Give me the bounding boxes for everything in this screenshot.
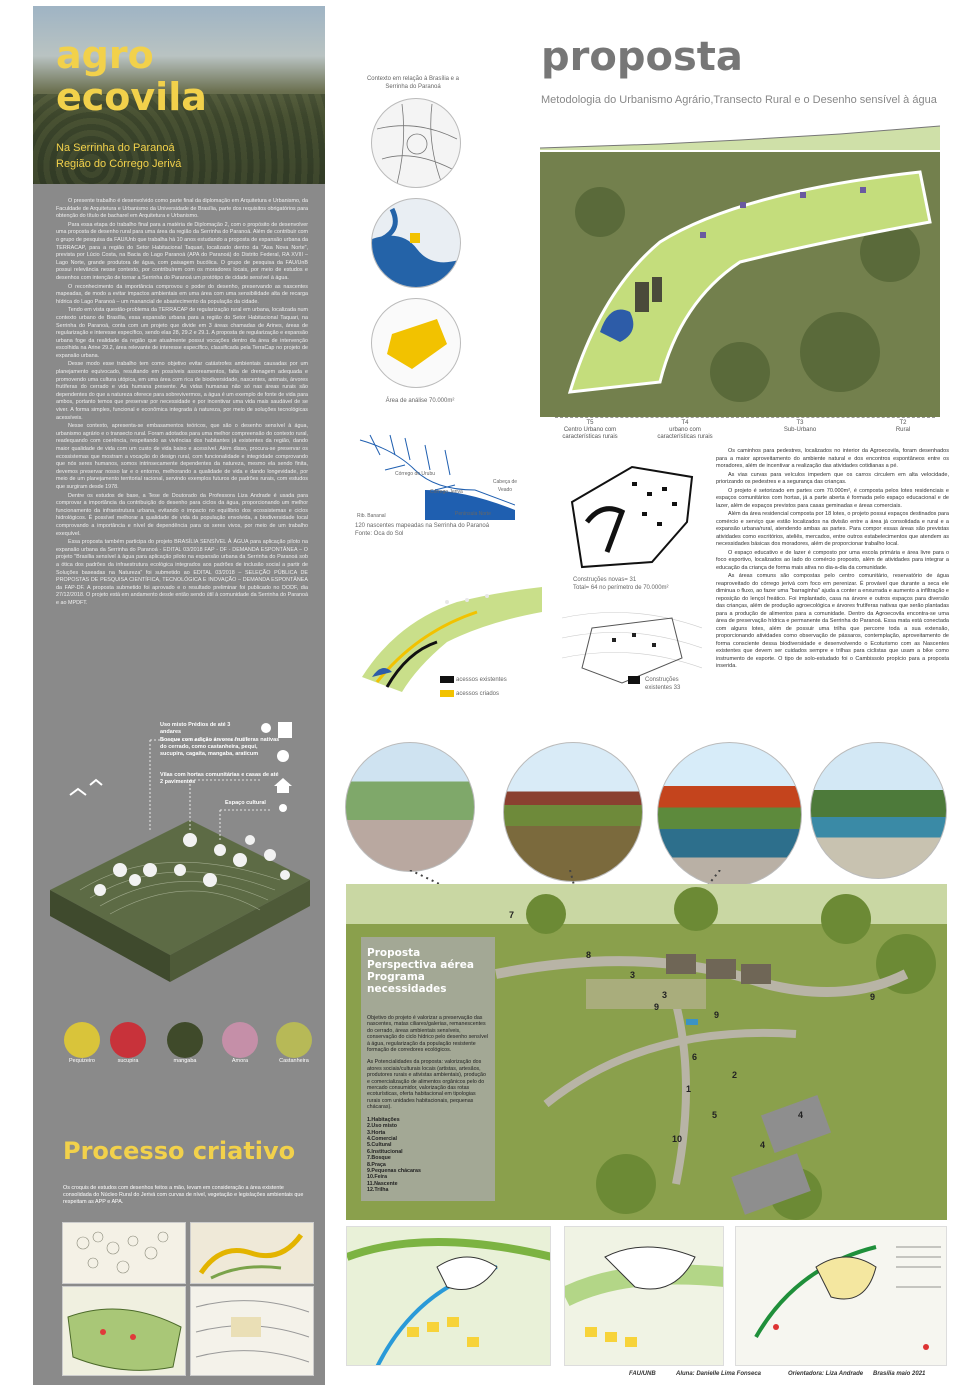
new-constructions-map (562, 462, 702, 572)
tree-mangaba-label: mangaba (173, 1058, 197, 1064)
tree-sucupira-icon (110, 1022, 146, 1058)
legend-created-label: acessos criados (456, 691, 500, 697)
render-walkway (345, 742, 475, 872)
area-caption: Área de análise 70.000m² (385, 398, 455, 404)
program-panel (361, 937, 495, 1201)
transect-t3: T3 Sub-Urbano (783, 420, 817, 433)
sketch-4 (190, 1286, 314, 1376)
render-pool (810, 742, 947, 879)
sketch-3 (62, 1286, 186, 1376)
program-list: 1.Habitações 2.Uso misto 3.Horta 4.Comercial 5.Cultural 6.Institucional 7.Bosque 8.Praça 9.Pequenas chácaras 10.Feira 11.Nascente 12.Trilha (367, 1116, 421, 1194)
water-label-peninsula: Península Norte (455, 511, 491, 517)
tree-castanheira-label: Castanheira (279, 1058, 309, 1064)
tree-amora-icon (222, 1022, 258, 1058)
site-aerial-map (540, 152, 940, 417)
water-label-bananal: Rib. Bananal (357, 513, 386, 519)
aerial-label: 4 (760, 1140, 766, 1150)
tree-sucupira (104, 1022, 152, 1064)
transect-t5: T5 Centro Urbano com características rurais (562, 420, 618, 440)
footer-date: Brasília maio 2021 (873, 1371, 926, 1377)
tree-sucupira-label: sucupira (117, 1058, 139, 1064)
aerial-label: 9 (714, 1010, 720, 1020)
program-potentials: As Potencialidades da proposta: valorização dos atores sociais/culturais locais (artistas, artesãos, produtores rurais e ativistas ambientais), produção e comercialização de alimentos orgânicos pelo do mercado consumidor, valorização das rotas ecoturísticas, oferta habitacional em tipologias rurais com unidades habitacionais, pequenas chácaras). (367, 1059, 486, 1111)
label-villas: Vilas com hortas comunitárias e casas de até 2 pavimentos (160, 772, 279, 785)
sketch-plan-1 (346, 1226, 551, 1366)
aerial-label: 7 (509, 910, 515, 920)
aerial-label: 3 (630, 970, 636, 980)
proposta-title: proposta (541, 34, 743, 80)
tree-castanheira-icon (276, 1022, 312, 1058)
aerial-label: 10 (672, 1134, 683, 1144)
sketch-2 (190, 1222, 314, 1284)
aerial-label: 1 (686, 1084, 692, 1094)
processo-title: Processo criativo (63, 1137, 296, 1165)
sketch-plan-3 (735, 1226, 947, 1366)
label-forest: Bosque com adição árvores frutíferas nativas do cerrado, como castanheira, pequi, sucupira, cagaita, mangaba, araticum (160, 737, 280, 757)
context-map-paranoa (371, 198, 461, 288)
processo-text: Os croquis de estudos com desenhos feitos a mão, levam em consideração a área existente consolidada do Núcleo Rural do Jerivá com curvas de nível, vegetação e legislações ambientais que respeitam as APP e APA. (63, 1185, 304, 1205)
footer-advisor: Orientadora: Liza Andrade (788, 1371, 864, 1377)
water-label-cabeca: Cabeça de Veado (492, 479, 518, 493)
program-panel-title: Proposta Perspectiva aérea Programa necessidades (367, 947, 474, 995)
legend-existing-label: acessos existentes (456, 677, 507, 683)
page-subtitle: Na Serrinha do Paranoá Região do Córrego Jerivá (56, 142, 182, 170)
water-label-urubu: Córrego do Urubu (395, 471, 436, 477)
footer-student: Aluna: Danielle Lima Fonseca (676, 1371, 762, 1377)
tree-castanheira (270, 1022, 318, 1064)
aerial-label: 3 (662, 990, 668, 1000)
aerial-label: 9 (870, 992, 876, 1002)
proposta-subtitle: Metodologia do Urbanismo Agrário,Transecto Rural e o Desenho sensível à água (541, 94, 937, 106)
tree-mangaba-icon (167, 1022, 203, 1058)
terrain-profile (540, 120, 940, 150)
context-area-analysis (371, 298, 461, 388)
render-gardens (503, 742, 643, 882)
aerial-label: 9 (654, 1002, 660, 1012)
tree-amora-label: Amora (231, 1058, 249, 1064)
page-title: agro ecovila (56, 33, 207, 119)
tree-species-legend (58, 1022, 318, 1077)
sketch-plan-2 (564, 1226, 724, 1366)
transect-line (555, 417, 935, 419)
program-objective: Objetivo do projeto é valorizar a preservação das nascentes, matas ciliares/galerias, remanescentes do cerrado, áreas ambientais sensíveis, conservação do ciclo hídrico pelo desenho sensível à água, regularização da população resistente formação de corredores ecológicos. (367, 1015, 489, 1054)
water-label-jeriva: Córrego Jerivá (430, 489, 463, 495)
aerial-label: 8 (586, 950, 592, 960)
existing-constructions-caption: Construções existentes 33 (645, 677, 681, 691)
isometric-model (40, 720, 320, 1020)
legend-created-swatch (440, 690, 454, 697)
tree-amora (216, 1022, 264, 1064)
sketch-1 (62, 1222, 186, 1284)
aerial-label: 5 (712, 1110, 718, 1120)
tree-pequizeiro-icon (64, 1022, 100, 1058)
intro-text: O presente trabalho é desenvolvido como parte final da diplomação em Arquitetura e Urbanismo, da Faculdade de Arquitetura e Urbanismo da Universidade de Brasília, parte dos requisitos obrigatórios para obtenção do título de bacharel em Arquitetura e Urbanismo. Para essa etapa do trabalho final para a matéria de Diplomação 2, com o propósito de desenvolver uma proposta de desenho rural para uma área da região da Serrinha do Paranoá. Além de contribuir com o grupo de pesquisa da FAU/Unb que trabalha há 10 anos estudando a proposta de expansão urbana da TERRACAP, para a região do Setor Habitacional Taquari, localizado dentro da "Asa Nova Norte", prevista por Lúcio Costa, na Bacia do Lago Paranoá (APA do Paranoá) do Distrito Federal, RA XVIII – Lago Norte, grande produtora de água, com paisagem bucólica. O grupo de pesquisa da FAU/UnB possui relevância nesse contexto, por contribuírem com os moradores locais, por meio de estudos e desenhos com intenção de tornar a Serrinha do Paranoá um protótipo de cidade sensível à água. O reconhecimento da importância comprovou o poder do desenho, preservando as nascentes mapeadas, de modo a evitar impactos ambientais em uma área com uma sensibilidade alta de recarga hídrica do Lago Paranoá – um manancial de abastecimento da população da cidade. Tendo em vista questão-problema da TERRACAP de regularização rural em urbana, localizada num contexto urbano de Brasília, essa expansão urbana para a região do Setor Habitacional Taquari, na Serrinha do Paranoá, conta com um projeto que divide em 3 áreas chamadas de Arines, áreas de regularização e interesse específico, sendo elas 28, 29.2 e 29.1. A proposta de regularização e expansão urbana foge da realidade da região que atualmente possui vocações dentro da área de intervenção escolhida na Arine 29.2, área relevante de interesse específico, classificada pela TerraCap no projeto de expansão urbana. Desse modo esse trabalho tem como objetivo evitar catástrofes ambientais causadas por um planejamento equivocado, resultando em possíveis assoreamentos, falta de drenagem adequada e promovendo uma cultura utópica, em uma área com rica de biodiversidade, nascentes, animais, árvores frutíferas do cerrado e vida humana presente. As vidas humanas não só nas áreas rurais são dependentes do que a natureza oferece para sobrevivermos, a água é um exemplo de fonte de vida para ambos, portanto temos que preservar por necessidade e por incentivar uma vida mais saudável de se viver. A forma simples, funcional e econômica integrada à natureza, por meio de soluções tecnológicas acessíveis. Nesse contexto, apresenta-se embasamentos teóricos, que são o desenho sensível à água, urbanismo agrário e o transecto rural. Foram adotados para uma melhor compreensão do contexto rural, readequando com coerência, respeitando as vivências dos habitantes já existentes da região, dando maior qualidade de vida com um custo de vida baixo e acessível. Além disso, procura-se preservar os ecossistemas que mostram a vocação do design rural, com funcionalidade e integridade comprovando que nós seres humanos, somos intrinsecamente dependentes da natureza, mesmo ela sendo finita, devemos preservar nosso lar e o entorno, melhorando a qualidade de vida e dando longevidade, por meio de um planejamento territorial racional, servindo exemplos futuros de padrões rurais, com estudos que surgiram desde 1978. Dentre os estudos de base, a Tese de Doutorado da Professora Liza Andrade é usada para comprovar a importância da contribuição do desenho para ciclos da água, proporcionando um melhor funcionamento da infraestrutura urbana, evitando o impacto no equilíbrio dos ecossistemas e ciclos hidrológicos. É possível melhorar a qualidade de vida da população envolvida, a biodiversidade local comprovando a importância e nível de dependência para os seres vivos, por meio de um trabalho exequível. Essa proposta também participa do projeto BRASÍLIA SENSÍVEL À ÁGUA para aplicação piloto na expansão urbana da Serrinha do Paranoá - EDITAL 03/2018 FAP - DF - DEMANDA ESPONTÂNEA – O projeto "Brasília sensível à água para aplicação piloto na expansão urbana da Serrinha do Paranoá sob a ótica dos padrões da infraestrutura ecológica integrados aos padrões de inclusão social a partir de Soluções baseadas na Natureza" foi submetido ao EDITAL 03/2018 – SELEÇÃO PÚBLICA DE PROPOSTAS DE PESQUISA CIENTÍFICA, TECNOLÓGICA E INOVAÇÃO – DEMANDA ESPONTÂNEA da FAP-DF. A proposta submetido foi aprovado e o resultado preliminar foi publicado no DODF, dia 27/12/2018. O projeto está em andamento desde então sendo útil à comunidade da Serrinha do Paranoá e ao MPDFT. (56, 198, 308, 606)
context-map-brasilia (371, 98, 461, 188)
render-pond (657, 742, 802, 887)
footer-school: FAU/UNB (629, 1371, 656, 1377)
transect-t2: T2 Rural (895, 420, 911, 433)
transect-t4: T4 urbano com características rurais (657, 420, 713, 440)
tree-pequizeiro-label: Pequizeiro (69, 1058, 95, 1064)
aerial-label: 2 (732, 1070, 738, 1080)
aerial-label: 6 (692, 1052, 698, 1062)
water-caption: 120 nascentes mapeadas na Serrinha do Paranoá Fonte: Oca do Sol (355, 523, 490, 537)
label-cultural-space: Espaço cultural (225, 800, 266, 806)
tree-pequizeiro (58, 1022, 106, 1064)
tree-mangaba (161, 1022, 209, 1064)
legend-existing-swatch (440, 676, 454, 683)
proposal-description: Os caminhos para pedestres, localizados no interior da Agroecovila, foram desenhados para a maior aproveitamento do ambiente natural e dos encontros espontâneos entre os moradores, além de incentivar a realização das atividades cotidianas a pé. As vias curvas para veículos impedem que os carros circulem em alta velocidade, priorizando os pedestres e a segurança das crianças. O projeto é setorizado em partes com 70.000m², é composta pelos lotes residenciais e espaços comunitários com hortas, já a parte aberta é formada pelo espaço educacional e de lazer, além de espaços previstos para casas geminadas e áreas comerciais. Além da área residencial composta por 18 lotes, o projeto possui espaços destinados para comércio e serviço que estão localizados na divisão entre a área já consolidada e rural e a expansão urbana/rural, atendendo ambas as partes. Para compor essas áreas são previstas atividades como escritórios, ateliês, mercados, entre outros estabelecimentos que atendem as necessidades básicas dos moradores, além de proporcionar trabalho local. O espaço educativo e de lazer é composto por uma escola primária e área livre para o foco esportivo, localizados ao lado do comércio proposto, além de atividades para integrar a educação da criança de forma mais ativa no dia-a-dia da comunidade. As áreas comuns são compostas pelo centro comunitário, reservatório de água reaproveitado do córrego jerivá com foco em perenizar. É provável que durante a seca ele diminua o fluxo, ao fazer uma "barraginha" ajuda a conter a enxurrada e aumento a infiltração e reposição do lençol freático. Foi implantado, casa na árvore e outros espaços para diversão das crianças, além de produção agroecológica e árvores frutíferas nativas que serão plantadas para a produção de alimentos para a comunidade. Dentro da Agroecovila encontra-se uma área de preservação hídrica e permanente da Serrinha do Paranoá. Essa mata está conectada com alguns lotes, além de possuir uma trilha que percorre toda a sua extensão, proporcionando atividades como observação de pássaros, contemplação, aproveitamento de forma consciente dessa biodiversidade e desenvolvendo o Ecoturismo com as Nascentes existentes que devem ser cuidados sempre e trilhas para ciclistas que usam a bike como instrumento de esporte. O tipo de solo-estudado foi o Cambissolo propício para a proposta inserida. (716, 448, 949, 669)
context-caption: Contexto em relação à Brasília e a Serrinha do Paranoá (366, 76, 460, 90)
new-constructions-caption: Construções novas= 31 Total= 64 no perímetro de 70.000m² (573, 577, 669, 591)
aerial-label: 4 (798, 1110, 804, 1120)
label-mixed-use: Uso misto Prédios de até 3 andares (160, 722, 231, 735)
